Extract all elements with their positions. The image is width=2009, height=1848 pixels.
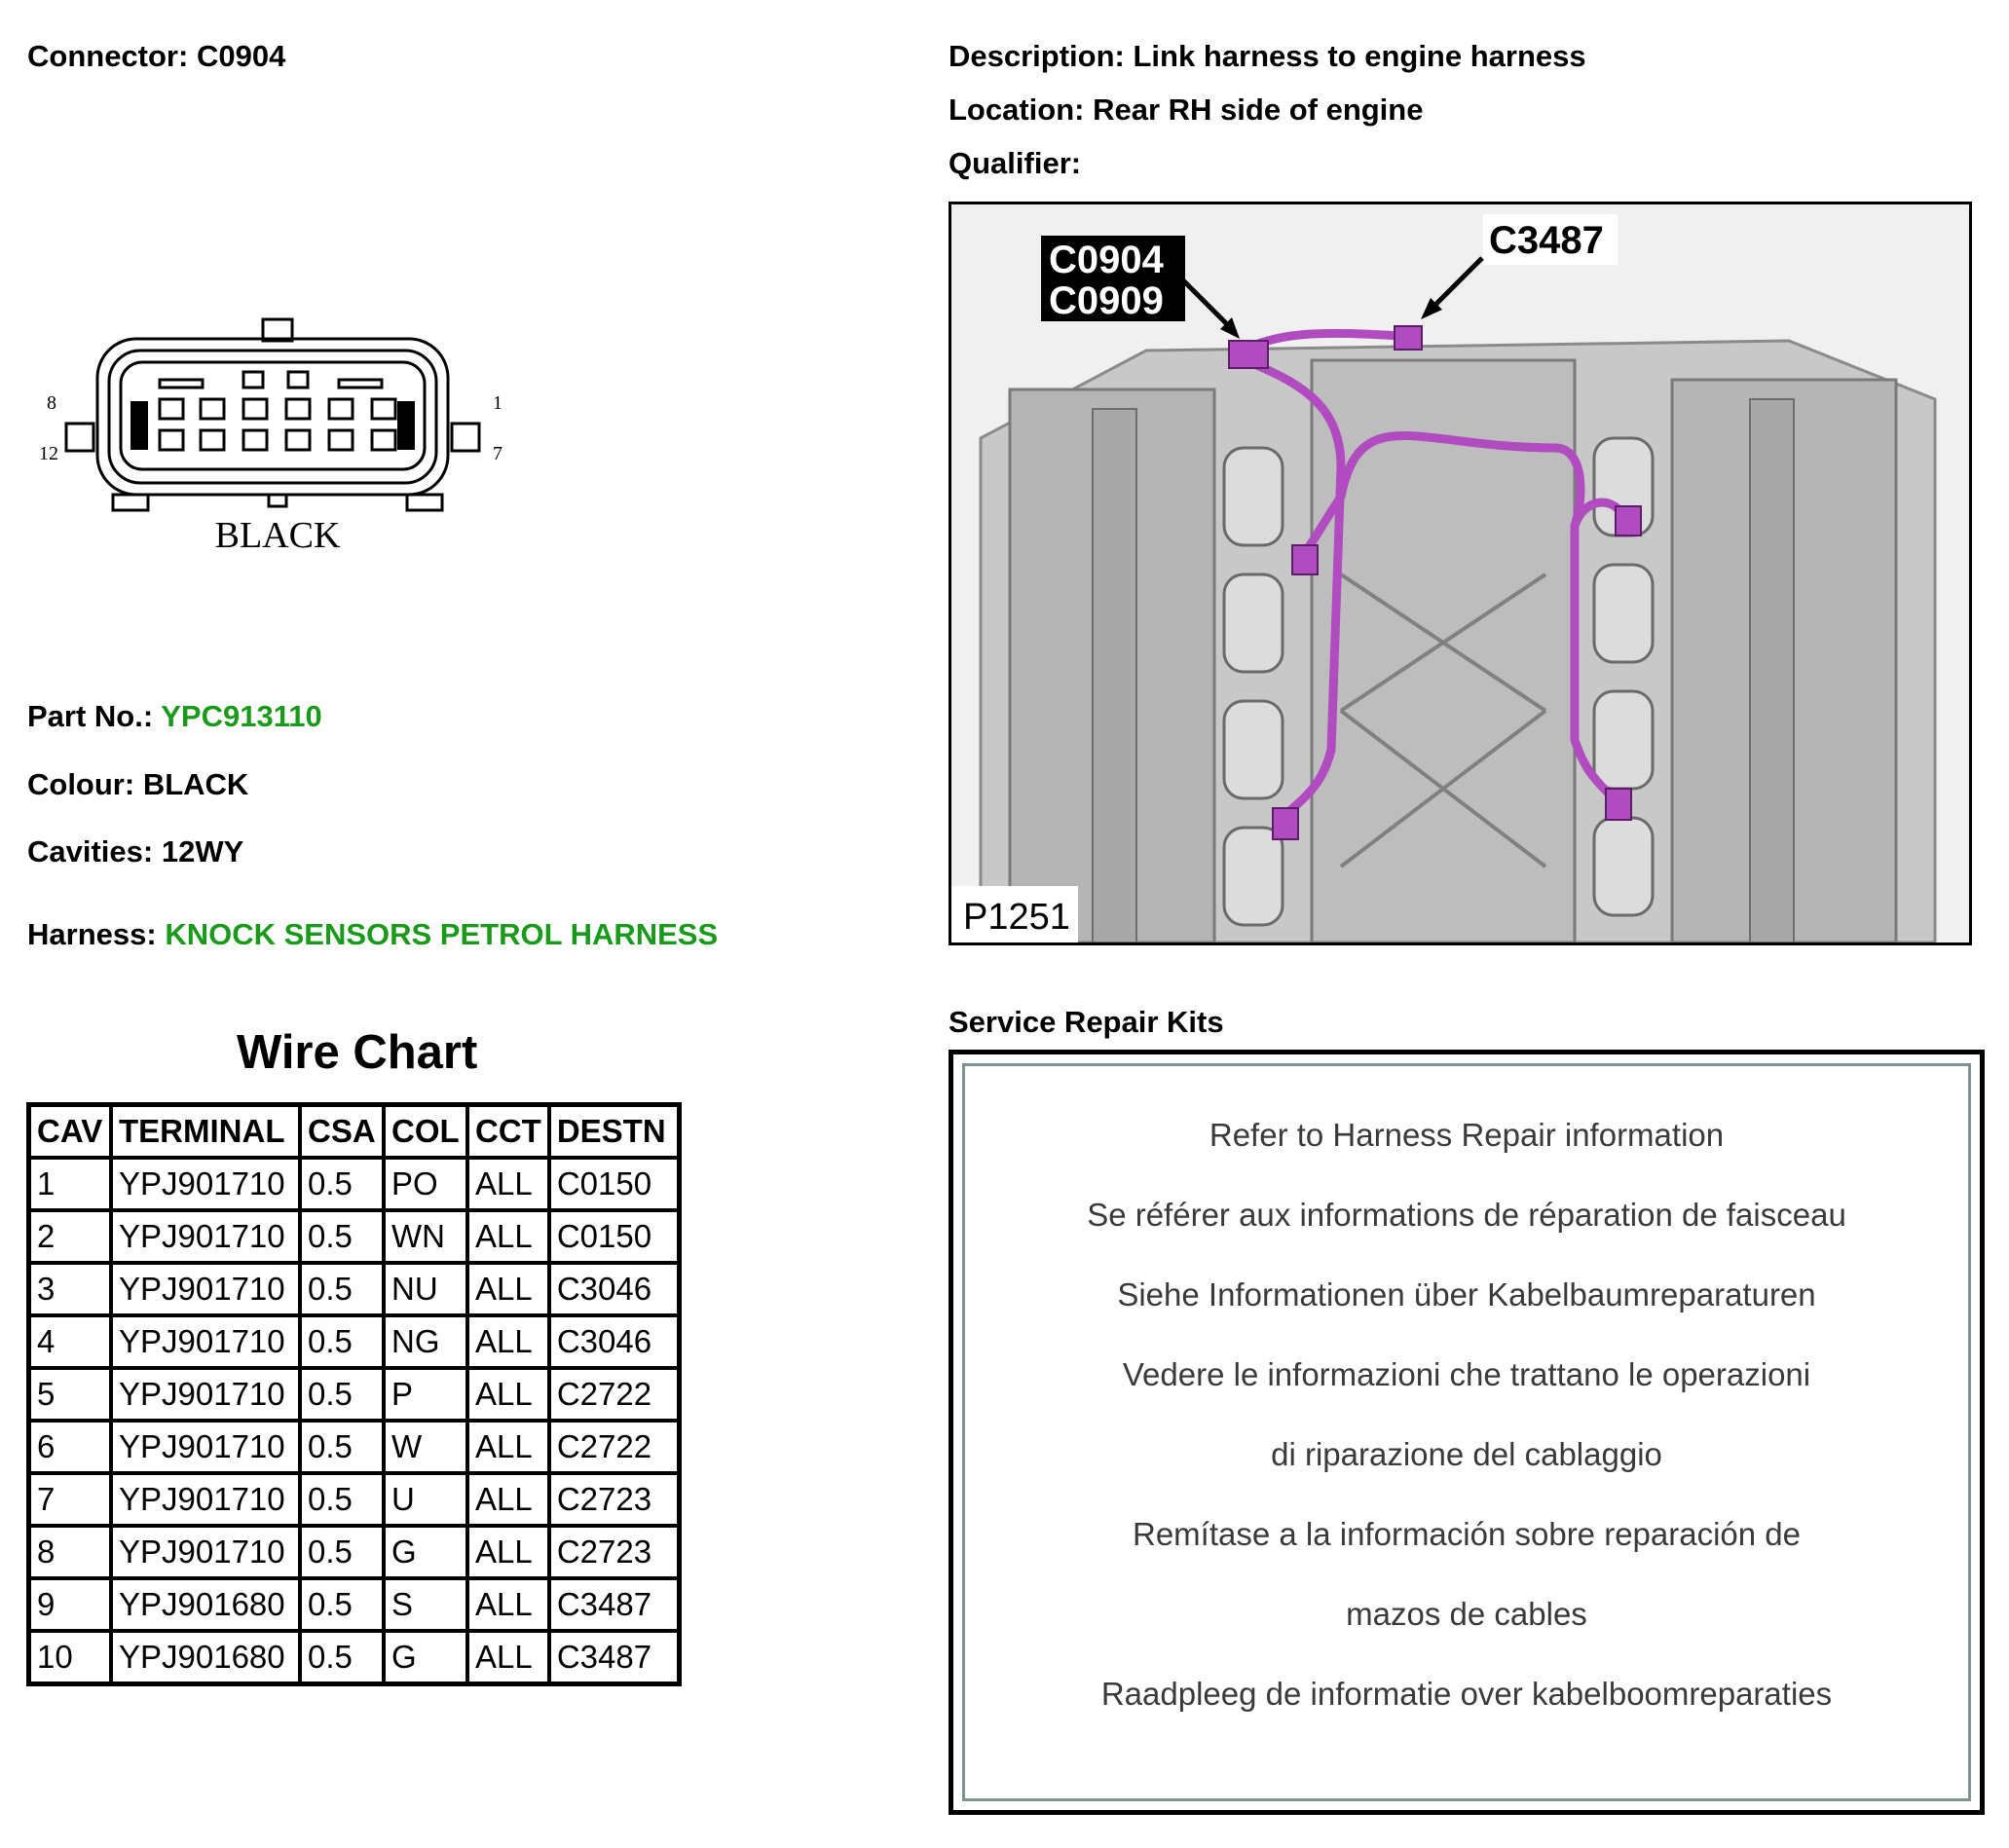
cell-cct: ALL	[467, 1526, 549, 1578]
kit-line-nl: Raadpleeg de informatie over kabelboomreparaties	[1100, 1676, 1833, 1712]
table-row	[29, 1631, 680, 1684]
table-row	[29, 1578, 680, 1631]
kit-line-de: Siehe Informationen über Kabelbaumreparaturen	[1117, 1276, 1816, 1312]
header-col: COL	[384, 1105, 467, 1159]
pin-label-1: 1	[493, 392, 502, 414]
table-row	[29, 1421, 680, 1473]
header-csa: CSA	[300, 1105, 384, 1159]
cell-col: P	[384, 1368, 467, 1421]
harness-link[interactable]: KNOCK SENSORS PETROL HARNESS	[165, 917, 719, 951]
header-terminal: TERMINAL	[111, 1105, 300, 1159]
cell-cav: 6	[29, 1421, 112, 1473]
cell-col: NU	[384, 1263, 467, 1315]
cell-terminal: YPJ901710	[111, 1526, 300, 1578]
cell-cct: ALL	[467, 1210, 549, 1263]
callout-c0904: C0904	[1049, 239, 1164, 281]
location-label: Location:	[949, 92, 1085, 127]
part-number-label: Part No.:	[27, 699, 154, 733]
description-line	[949, 39, 1586, 74]
location-value: Rear RH side of engine	[1093, 92, 1424, 127]
cell-cav: 3	[29, 1263, 112, 1315]
qualifier-line	[949, 146, 1081, 181]
kit-line-it-1: Vedere le informazioni che trattano le operazioni	[1122, 1356, 1811, 1392]
header-destn: DESTN	[549, 1105, 680, 1159]
cell-csa: 0.5	[300, 1421, 384, 1473]
colour-label: Colour:	[27, 767, 135, 801]
pin-label-12: 12	[39, 443, 58, 464]
cell-cav: 10	[29, 1631, 112, 1684]
wire-chart-body	[29, 1158, 680, 1684]
cell-destn: C3487	[549, 1631, 680, 1684]
header-cct: CCT	[467, 1105, 549, 1159]
cell-terminal: YPJ901710	[111, 1210, 300, 1263]
table-row	[29, 1473, 680, 1526]
colour-value: BLACK	[142, 767, 249, 801]
harness-line	[27, 917, 718, 952]
cell-cct: ALL	[467, 1578, 549, 1631]
cell-cct: ALL	[467, 1315, 549, 1368]
cell-terminal: YPJ901710	[111, 1473, 300, 1526]
connector-heading	[27, 39, 285, 74]
table-row	[29, 1263, 680, 1315]
service-repair-kits-box	[949, 1050, 1985, 1815]
callout-c0909: C0909	[1049, 279, 1164, 322]
cell-csa: 0.5	[300, 1578, 384, 1631]
cell-csa: 0.5	[300, 1631, 384, 1684]
part-number-line	[27, 699, 322, 734]
cell-csa: 0.5	[300, 1526, 384, 1578]
callout-c3487: C3487	[1489, 219, 1604, 262]
cell-csa: 0.5	[300, 1263, 384, 1315]
kit-line-it-2: di riparazione del cablaggio	[1271, 1436, 1662, 1472]
cell-destn: C2722	[549, 1368, 680, 1421]
cell-col: G	[384, 1526, 467, 1578]
cell-terminal: YPJ901710	[111, 1421, 300, 1473]
cell-terminal: YPJ901710	[111, 1368, 300, 1421]
wire-chart-title: Wire Chart	[237, 1026, 478, 1079]
cell-csa: 0.5	[300, 1158, 384, 1210]
connector-id: C0904	[196, 39, 286, 73]
cell-terminal: YPJ901710	[111, 1263, 300, 1315]
cell-destn: C2723	[549, 1526, 680, 1578]
cell-cav: 4	[29, 1315, 112, 1368]
qualifier-label: Qualifier:	[949, 146, 1082, 180]
table-row	[29, 1368, 680, 1421]
cell-col: WN	[384, 1210, 467, 1263]
cell-terminal: YPJ901710	[111, 1158, 300, 1210]
engine-illustration	[949, 202, 1972, 945]
cell-cct: ALL	[467, 1158, 549, 1210]
pin-label-8: 8	[47, 392, 56, 414]
cell-terminal: YPJ901680	[111, 1578, 300, 1631]
kit-line-en: Refer to Harness Repair information	[1209, 1117, 1725, 1153]
cell-destn: C2723	[549, 1473, 680, 1526]
kit-line-es-1: Remítase a la información sobre reparación de	[1132, 1516, 1802, 1552]
header-cav: CAV	[29, 1105, 112, 1159]
description-label: Description:	[949, 39, 1125, 73]
wire-chart-header-row	[29, 1105, 680, 1159]
cell-col: U	[384, 1473, 467, 1526]
cell-col: W	[384, 1421, 467, 1473]
cell-col: G	[384, 1631, 467, 1684]
table-row	[29, 1526, 680, 1578]
cell-destn: C3487	[549, 1578, 680, 1631]
harness-label: Harness:	[27, 917, 157, 951]
cell-destn: C3046	[549, 1263, 680, 1315]
cell-cav: 1	[29, 1158, 112, 1210]
cavities-label: Cavities:	[27, 834, 154, 869]
cell-cav: 2	[29, 1210, 112, 1263]
cell-cav: 8	[29, 1526, 112, 1578]
cell-csa: 0.5	[300, 1315, 384, 1368]
cell-destn: C3046	[549, 1315, 680, 1368]
cell-cav: 7	[29, 1473, 112, 1526]
figure-reference: P1251	[963, 897, 1070, 938]
location-line	[949, 92, 1423, 128]
cell-terminal: YPJ901680	[111, 1631, 300, 1684]
description-value: Link harness to engine harness	[1133, 39, 1586, 73]
colour-line	[27, 767, 248, 802]
cell-destn: C0150	[549, 1158, 680, 1210]
cell-cav: 9	[29, 1578, 112, 1631]
cell-csa: 0.5	[300, 1368, 384, 1421]
connector-face-diagram	[39, 312, 526, 565]
cell-cav: 5	[29, 1368, 112, 1421]
cavities-line	[27, 834, 243, 869]
cell-col: PO	[384, 1158, 467, 1210]
cell-cct: ALL	[467, 1421, 549, 1473]
connector-label: Connector:	[27, 39, 189, 73]
table-row	[29, 1210, 680, 1263]
cell-csa: 0.5	[300, 1210, 384, 1263]
service-repair-kits-title: Service Repair Kits	[949, 1005, 1224, 1039]
engine-drawing	[951, 204, 1969, 942]
table-row	[29, 1315, 680, 1368]
cell-cct: ALL	[467, 1473, 549, 1526]
wire-chart-table	[26, 1102, 682, 1686]
kit-line-es-2: mazos de cables	[1346, 1596, 1587, 1632]
cell-cct: ALL	[467, 1263, 549, 1315]
cell-destn: C0150	[549, 1210, 680, 1263]
kit-line-fr: Se référer aux informations de réparation de faisceau	[1087, 1197, 1846, 1233]
cavities-value: 12WY	[161, 834, 244, 869]
cell-col: S	[384, 1578, 467, 1631]
pin-label-7: 7	[493, 443, 502, 464]
table-row	[29, 1158, 680, 1210]
service-repair-kits-inner	[962, 1063, 1971, 1801]
cell-cct: ALL	[467, 1368, 549, 1421]
cell-col: NG	[384, 1315, 467, 1368]
cell-terminal: YPJ901710	[111, 1315, 300, 1368]
cell-csa: 0.5	[300, 1473, 384, 1526]
cell-cct: ALL	[467, 1631, 549, 1684]
part-number-link[interactable]: YPC913110	[161, 699, 322, 733]
cell-destn: C2722	[549, 1421, 680, 1473]
connector-color-caption: BLACK	[214, 515, 341, 556]
